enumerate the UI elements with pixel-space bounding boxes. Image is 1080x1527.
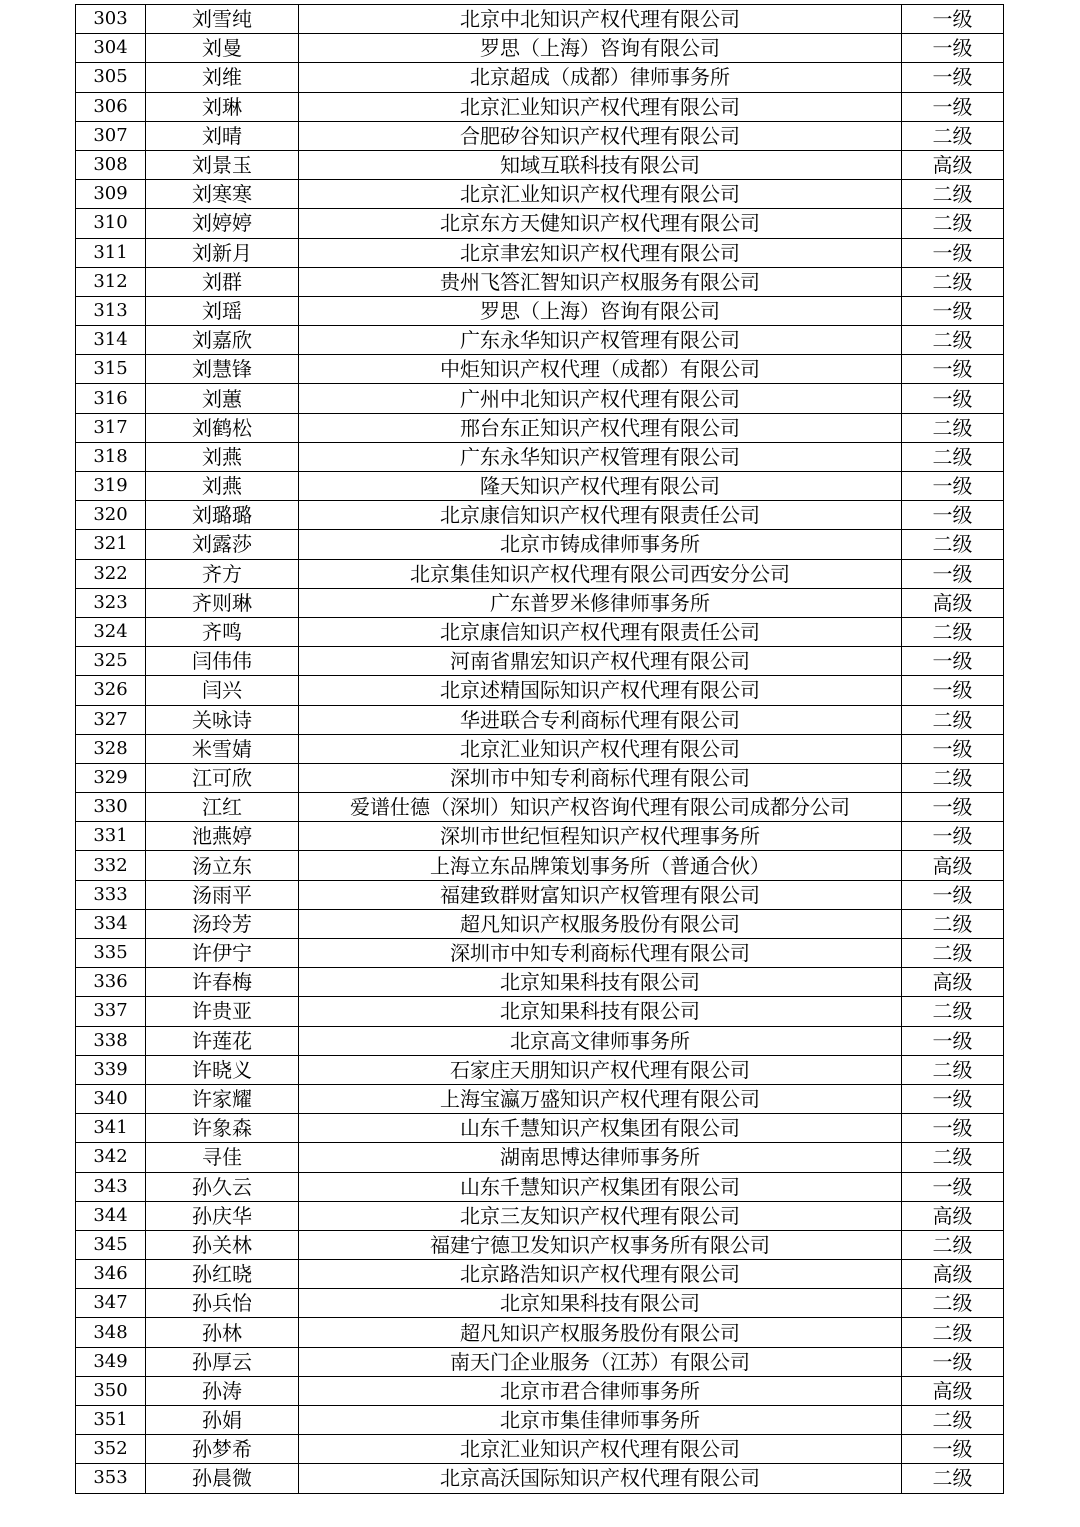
organization-name: 北京述精国际知识产权代理有限公司 xyxy=(299,676,902,705)
table-row xyxy=(76,1464,1004,1493)
organization-name: 华进联合专利商标代理有限公司 xyxy=(299,705,902,734)
qualification-level: 一级 xyxy=(902,5,1004,34)
qualification-level: 高级 xyxy=(902,1260,1004,1289)
row-number: 341 xyxy=(76,1114,146,1143)
row-number: 311 xyxy=(76,238,146,267)
table-row xyxy=(76,588,1004,617)
qualification-level: 一级 xyxy=(902,1026,1004,1055)
table-row xyxy=(76,501,1004,530)
organization-name: 北京市铸成律师事务所 xyxy=(299,530,902,559)
person-name: 刘燕 xyxy=(146,442,299,471)
qualification-level: 二级 xyxy=(902,763,1004,792)
organization-name: 中炬知识产权代理（成都）有限公司 xyxy=(299,355,902,384)
row-number: 304 xyxy=(76,34,146,63)
organization-name: 爱谱仕德（深圳）知识产权咨询代理有限公司成都分公司 xyxy=(299,793,902,822)
qualification-level: 二级 xyxy=(902,413,1004,442)
person-name: 刘曼 xyxy=(146,34,299,63)
row-number: 332 xyxy=(76,851,146,880)
person-name: 许晓义 xyxy=(146,1055,299,1084)
table-row xyxy=(76,909,1004,938)
table-row xyxy=(76,92,1004,121)
table-row xyxy=(76,1435,1004,1464)
organization-name: 超凡知识产权服务股份有限公司 xyxy=(299,909,902,938)
qualification-level: 二级 xyxy=(902,267,1004,296)
row-number: 348 xyxy=(76,1318,146,1347)
row-number: 314 xyxy=(76,326,146,355)
qualification-level: 一级 xyxy=(902,734,1004,763)
organization-name: 北京汇业知识产权代理有限公司 xyxy=(299,734,902,763)
person-name: 孙林 xyxy=(146,1318,299,1347)
organization-name: 福建致群财富知识产权管理有限公司 xyxy=(299,880,902,909)
row-number: 340 xyxy=(76,1084,146,1113)
person-name: 刘璐璐 xyxy=(146,501,299,530)
organization-name: 北京汇业知识产权代理有限公司 xyxy=(299,180,902,209)
qualification-level: 一级 xyxy=(902,1084,1004,1113)
row-number: 310 xyxy=(76,209,146,238)
row-number: 336 xyxy=(76,968,146,997)
row-number: 337 xyxy=(76,997,146,1026)
person-name: 刘群 xyxy=(146,267,299,296)
person-name: 许莲花 xyxy=(146,1026,299,1055)
row-number: 344 xyxy=(76,1201,146,1230)
person-name: 汤雨平 xyxy=(146,880,299,909)
person-name: 许象森 xyxy=(146,1114,299,1143)
table-row xyxy=(76,296,1004,325)
table-row xyxy=(76,676,1004,705)
row-number: 338 xyxy=(76,1026,146,1055)
row-number: 315 xyxy=(76,355,146,384)
row-number: 334 xyxy=(76,909,146,938)
row-number: 312 xyxy=(76,267,146,296)
organization-name: 贵州飞答汇智知识产权服务有限公司 xyxy=(299,267,902,296)
row-number: 313 xyxy=(76,296,146,325)
table-row xyxy=(76,1289,1004,1318)
qualification-level: 二级 xyxy=(902,121,1004,150)
person-name: 齐鸣 xyxy=(146,617,299,646)
organization-name: 合肥矽谷知识产权代理有限公司 xyxy=(299,121,902,150)
row-number: 345 xyxy=(76,1230,146,1259)
person-name: 许贵亚 xyxy=(146,997,299,1026)
person-name: 刘晴 xyxy=(146,121,299,150)
person-name: 刘维 xyxy=(146,63,299,92)
table-row xyxy=(76,1172,1004,1201)
table-row xyxy=(76,1318,1004,1347)
person-name: 刘景玉 xyxy=(146,150,299,179)
person-name: 闫兴 xyxy=(146,676,299,705)
person-name: 刘琳 xyxy=(146,92,299,121)
row-number: 323 xyxy=(76,588,146,617)
person-name: 米雪婧 xyxy=(146,734,299,763)
qualification-level: 二级 xyxy=(902,997,1004,1026)
qualification-level: 二级 xyxy=(902,1143,1004,1172)
organization-name: 北京康信知识产权代理有限责任公司 xyxy=(299,617,902,646)
qualification-level: 一级 xyxy=(902,822,1004,851)
table-row xyxy=(76,822,1004,851)
row-number: 308 xyxy=(76,150,146,179)
table-row xyxy=(76,1406,1004,1435)
table-row xyxy=(76,617,1004,646)
table-row xyxy=(76,763,1004,792)
qualification-level: 高级 xyxy=(902,150,1004,179)
table-row xyxy=(76,209,1004,238)
row-number: 342 xyxy=(76,1143,146,1172)
qualification-level: 一级 xyxy=(902,793,1004,822)
table-row xyxy=(76,734,1004,763)
organization-name: 石家庄天朋知识产权代理有限公司 xyxy=(299,1055,902,1084)
organization-name: 上海立东品牌策划事务所（普通合伙） xyxy=(299,851,902,880)
qualification-level: 二级 xyxy=(902,180,1004,209)
person-name: 孙晨微 xyxy=(146,1464,299,1493)
person-name: 关咏诗 xyxy=(146,705,299,734)
table-row xyxy=(76,1026,1004,1055)
qualification-level: 二级 xyxy=(902,705,1004,734)
qualification-level: 一级 xyxy=(902,238,1004,267)
row-number: 316 xyxy=(76,384,146,413)
organization-name: 罗思（上海）咨询有限公司 xyxy=(299,34,902,63)
person-name: 刘瑶 xyxy=(146,296,299,325)
organization-name: 深圳市世纪恒程知识产权代理事务所 xyxy=(299,822,902,851)
person-name: 孙红晓 xyxy=(146,1260,299,1289)
row-number: 343 xyxy=(76,1172,146,1201)
row-number: 353 xyxy=(76,1464,146,1493)
table-row xyxy=(76,238,1004,267)
row-number: 327 xyxy=(76,705,146,734)
organization-name: 北京知果科技有限公司 xyxy=(299,1289,902,1318)
person-name: 刘婷婷 xyxy=(146,209,299,238)
organization-name: 北京知果科技有限公司 xyxy=(299,997,902,1026)
table-row xyxy=(76,705,1004,734)
organization-name: 邢台东正知识产权代理有限公司 xyxy=(299,413,902,442)
row-number: 303 xyxy=(76,5,146,34)
table-row xyxy=(76,1143,1004,1172)
person-name: 孙兵怡 xyxy=(146,1289,299,1318)
table-row xyxy=(76,1230,1004,1259)
table-row xyxy=(76,1201,1004,1230)
organization-name: 超凡知识产权服务股份有限公司 xyxy=(299,1318,902,1347)
qualification-level: 一级 xyxy=(902,384,1004,413)
table-row xyxy=(76,34,1004,63)
qualification-level: 二级 xyxy=(902,1230,1004,1259)
person-name: 孙关林 xyxy=(146,1230,299,1259)
person-name: 江红 xyxy=(146,793,299,822)
organization-name: 北京聿宏知识产权代理有限公司 xyxy=(299,238,902,267)
table-row xyxy=(76,968,1004,997)
organization-name: 北京集佳知识产权代理有限公司西安分公司 xyxy=(299,559,902,588)
qualification-level: 一级 xyxy=(902,1172,1004,1201)
qualification-level: 高级 xyxy=(902,851,1004,880)
organization-name: 北京高文律师事务所 xyxy=(299,1026,902,1055)
person-name: 许春梅 xyxy=(146,968,299,997)
organization-name: 广东永华知识产权管理有限公司 xyxy=(299,326,902,355)
person-name: 孙梦希 xyxy=(146,1435,299,1464)
qualification-level: 高级 xyxy=(902,588,1004,617)
organization-name: 北京三友知识产权代理有限公司 xyxy=(299,1201,902,1230)
person-name: 许伊宁 xyxy=(146,939,299,968)
qualification-level: 高级 xyxy=(902,1201,1004,1230)
row-number: 326 xyxy=(76,676,146,705)
qualification-level: 高级 xyxy=(902,968,1004,997)
person-name: 刘鹤松 xyxy=(146,413,299,442)
table-row xyxy=(76,121,1004,150)
roster-table xyxy=(75,4,1004,1494)
qualification-level: 二级 xyxy=(902,1055,1004,1084)
person-name: 孙庆华 xyxy=(146,1201,299,1230)
person-name: 刘寒寒 xyxy=(146,180,299,209)
organization-name: 北京汇业知识产权代理有限公司 xyxy=(299,1435,902,1464)
row-number: 330 xyxy=(76,793,146,822)
row-number: 333 xyxy=(76,880,146,909)
table-row xyxy=(76,442,1004,471)
person-name: 刘雪纯 xyxy=(146,5,299,34)
organization-name: 广州中北知识产权代理有限公司 xyxy=(299,384,902,413)
table-row xyxy=(76,997,1004,1026)
row-number: 352 xyxy=(76,1435,146,1464)
organization-name: 北京市集佳律师事务所 xyxy=(299,1406,902,1435)
qualification-level: 一级 xyxy=(902,501,1004,530)
organization-name: 湖南思博达律师事务所 xyxy=(299,1143,902,1172)
qualification-level: 二级 xyxy=(902,326,1004,355)
row-number: 351 xyxy=(76,1406,146,1435)
table-row xyxy=(76,851,1004,880)
table-row xyxy=(76,355,1004,384)
table-row xyxy=(76,63,1004,92)
qualification-level: 二级 xyxy=(902,909,1004,938)
qualification-level: 一级 xyxy=(902,676,1004,705)
person-name: 孙娟 xyxy=(146,1406,299,1435)
person-name: 闫伟伟 xyxy=(146,647,299,676)
row-number: 349 xyxy=(76,1347,146,1376)
organization-name: 北京知果科技有限公司 xyxy=(299,968,902,997)
person-name: 刘蕙 xyxy=(146,384,299,413)
qualification-level: 一级 xyxy=(902,296,1004,325)
person-name: 池燕婷 xyxy=(146,822,299,851)
organization-name: 山东千慧知识产权集团有限公司 xyxy=(299,1172,902,1201)
table-row xyxy=(76,1376,1004,1405)
qualification-level: 一级 xyxy=(902,1347,1004,1376)
row-number: 329 xyxy=(76,763,146,792)
organization-name: 北京汇业知识产权代理有限公司 xyxy=(299,92,902,121)
organization-name: 山东千慧知识产权集团有限公司 xyxy=(299,1114,902,1143)
qualification-level: 一级 xyxy=(902,647,1004,676)
row-number: 347 xyxy=(76,1289,146,1318)
person-name: 刘慧锋 xyxy=(146,355,299,384)
person-name: 孙涛 xyxy=(146,1376,299,1405)
person-name: 齐则琳 xyxy=(146,588,299,617)
table-row xyxy=(76,939,1004,968)
organization-name: 北京超成（成都）律师事务所 xyxy=(299,63,902,92)
person-name: 齐方 xyxy=(146,559,299,588)
row-number: 339 xyxy=(76,1055,146,1084)
qualification-level: 一级 xyxy=(902,1114,1004,1143)
table-row xyxy=(76,559,1004,588)
qualification-level: 二级 xyxy=(902,530,1004,559)
organization-name: 隆天知识产权代理有限公司 xyxy=(299,472,902,501)
organization-name: 罗思（上海）咨询有限公司 xyxy=(299,296,902,325)
person-name: 刘燕 xyxy=(146,472,299,501)
table-row xyxy=(76,1260,1004,1289)
table-row xyxy=(76,1084,1004,1113)
qualification-level: 一级 xyxy=(902,1435,1004,1464)
person-name: 许家耀 xyxy=(146,1084,299,1113)
person-name: 汤立东 xyxy=(146,851,299,880)
organization-name: 深圳市中知专利商标代理有限公司 xyxy=(299,763,902,792)
table-row xyxy=(76,150,1004,179)
row-number: 328 xyxy=(76,734,146,763)
table-row xyxy=(76,472,1004,501)
qualification-level: 二级 xyxy=(902,1318,1004,1347)
table-row xyxy=(76,1055,1004,1084)
row-number: 305 xyxy=(76,63,146,92)
organization-name: 河南省鼎宏知识产权代理有限公司 xyxy=(299,647,902,676)
row-number: 306 xyxy=(76,92,146,121)
organization-name: 北京中北知识产权代理有限公司 xyxy=(299,5,902,34)
qualification-level: 二级 xyxy=(902,1289,1004,1318)
row-number: 320 xyxy=(76,501,146,530)
qualification-level: 一级 xyxy=(902,880,1004,909)
row-number: 322 xyxy=(76,559,146,588)
qualification-level: 二级 xyxy=(902,209,1004,238)
qualification-level: 一级 xyxy=(902,92,1004,121)
organization-name: 北京东方天健知识产权代理有限公司 xyxy=(299,209,902,238)
person-name: 寻佳 xyxy=(146,1143,299,1172)
row-number: 321 xyxy=(76,530,146,559)
row-number: 324 xyxy=(76,617,146,646)
row-number: 319 xyxy=(76,472,146,501)
qualification-level: 二级 xyxy=(902,442,1004,471)
row-number: 346 xyxy=(76,1260,146,1289)
row-number: 318 xyxy=(76,442,146,471)
table-row xyxy=(76,647,1004,676)
organization-name: 深圳市中知专利商标代理有限公司 xyxy=(299,939,902,968)
table-row xyxy=(76,326,1004,355)
qualification-level: 高级 xyxy=(902,1376,1004,1405)
qualification-level: 二级 xyxy=(902,617,1004,646)
organization-name: 上海宝瀛万盛知识产权代理有限公司 xyxy=(299,1084,902,1113)
qualification-level: 一级 xyxy=(902,63,1004,92)
row-number: 350 xyxy=(76,1376,146,1405)
organization-name: 广东永华知识产权管理有限公司 xyxy=(299,442,902,471)
table-row xyxy=(76,5,1004,34)
qualification-level: 一级 xyxy=(902,559,1004,588)
organization-name: 北京路浩知识产权代理有限公司 xyxy=(299,1260,902,1289)
table-row xyxy=(76,793,1004,822)
qualification-level: 一级 xyxy=(902,355,1004,384)
table-row xyxy=(76,384,1004,413)
qualification-level: 一级 xyxy=(902,472,1004,501)
table-row xyxy=(76,267,1004,296)
person-name: 孙久云 xyxy=(146,1172,299,1201)
qualification-level: 二级 xyxy=(902,939,1004,968)
table-row xyxy=(76,413,1004,442)
person-name: 江可欣 xyxy=(146,763,299,792)
person-name: 刘露莎 xyxy=(146,530,299,559)
person-name: 刘新月 xyxy=(146,238,299,267)
organization-name: 广东普罗米修律师事务所 xyxy=(299,588,902,617)
table-row xyxy=(76,1114,1004,1143)
row-number: 309 xyxy=(76,180,146,209)
qualification-level: 二级 xyxy=(902,1464,1004,1493)
organization-name: 北京高沃国际知识产权代理有限公司 xyxy=(299,1464,902,1493)
row-number: 331 xyxy=(76,822,146,851)
person-name: 汤玲芳 xyxy=(146,909,299,938)
organization-name: 北京康信知识产权代理有限责任公司 xyxy=(299,501,902,530)
person-name: 刘嘉欣 xyxy=(146,326,299,355)
organization-name: 知域互联科技有限公司 xyxy=(299,150,902,179)
qualification-level: 二级 xyxy=(902,1406,1004,1435)
qualification-level: 一级 xyxy=(902,34,1004,63)
person-name: 孙厚云 xyxy=(146,1347,299,1376)
organization-name: 北京市君合律师事务所 xyxy=(299,1376,902,1405)
roster-table-body xyxy=(76,5,1004,1494)
row-number: 307 xyxy=(76,121,146,150)
table-row xyxy=(76,180,1004,209)
row-number: 335 xyxy=(76,939,146,968)
organization-name: 福建宁德卫发知识产权事务所有限公司 xyxy=(299,1230,902,1259)
row-number: 317 xyxy=(76,413,146,442)
table-row xyxy=(76,1347,1004,1376)
table-row xyxy=(76,880,1004,909)
organization-name: 南天门企业服务（江苏）有限公司 xyxy=(299,1347,902,1376)
table-row xyxy=(76,530,1004,559)
row-number: 325 xyxy=(76,647,146,676)
